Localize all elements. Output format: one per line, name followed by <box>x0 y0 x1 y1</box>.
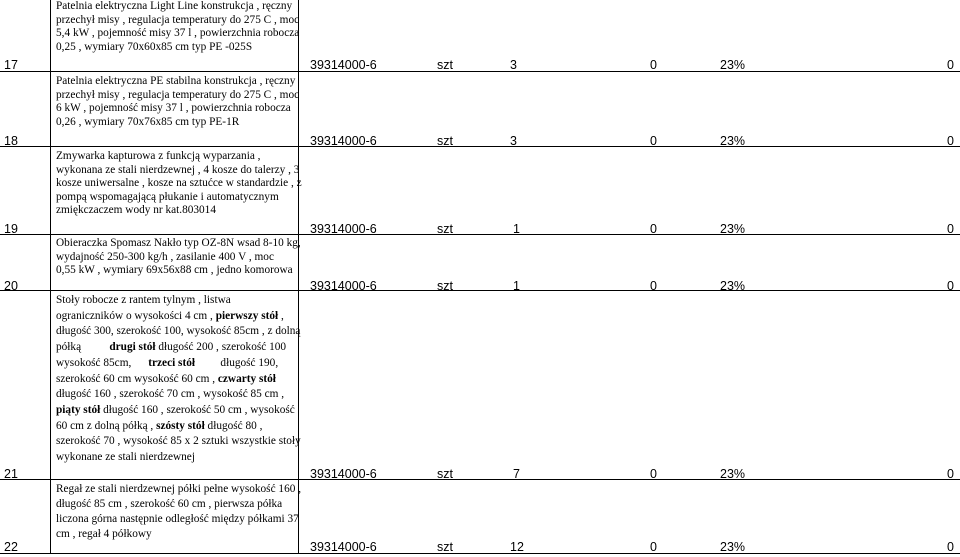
vat-rate: 23% <box>720 540 746 554</box>
column-divider <box>50 0 51 553</box>
vat-rate: 23% <box>720 279 746 293</box>
unit: szt <box>437 58 453 72</box>
cpv-code: 39314000-6 <box>310 222 377 236</box>
row-number: 18 <box>4 134 18 148</box>
quantity: 3 <box>510 134 517 148</box>
row-divider <box>0 234 960 235</box>
emphasis-text: piąty stół <box>56 403 101 416</box>
emphasis-text: czwarty stół <box>217 372 276 385</box>
unit: szt <box>437 222 453 236</box>
total-value: 0 <box>947 134 954 148</box>
unit-price: 0 <box>650 540 657 554</box>
cpv-code: 39314000-6 <box>310 467 377 481</box>
unit-price: 0 <box>650 222 657 236</box>
row-divider <box>0 71 960 72</box>
emphasis-text: pierwszy stół <box>215 309 279 322</box>
quantity: 3 <box>510 58 517 72</box>
unit-price: 0 <box>650 58 657 72</box>
vat-rate: 23% <box>720 134 746 148</box>
row-number: 22 <box>4 540 18 554</box>
total-value: 0 <box>947 540 954 554</box>
column-divider <box>298 0 299 553</box>
emphasis-text: drugi stół <box>109 341 156 354</box>
unit: szt <box>437 279 453 293</box>
emphasis-text: szósty stół <box>156 419 205 432</box>
emphasis-text: trzeci stół <box>148 356 195 369</box>
unit: szt <box>437 467 453 481</box>
cpv-code: 39314000-6 <box>310 540 377 554</box>
unit-price: 0 <box>650 134 657 148</box>
quantity: 1 <box>513 279 520 293</box>
item-description: Zmywarka kapturowa z funkcją wyparzania , wykonana ze stali nierdzewnej , 4 kosze do talerzy , 3 kosze uniwersalne , kosze na sztućce w standardzie , z pompą wspomagającą płukanie i automatycznym zmiękczaczem wody nr kat.803014 <box>56 150 302 217</box>
row-number: 19 <box>4 222 18 236</box>
row-divider <box>0 479 960 480</box>
row-divider <box>0 146 960 147</box>
item-description: Patelnia elektryczna Light Line konstrukcja , ręczny przechył misy , regulacja temperatury do 275 C , moc 5,4 kW , pojemność misy 37 l , powierzchnia robocza 0,25 , wymiary 70x60x85 cm typ PE -025S <box>56 0 300 53</box>
cpv-code: 39314000-6 <box>310 279 377 293</box>
unit-price: 0 <box>650 467 657 481</box>
unit: szt <box>437 540 453 554</box>
row-number: 17 <box>4 58 18 72</box>
unit-price: 0 <box>650 279 657 293</box>
total-value: 0 <box>947 222 954 236</box>
quantity: 12 <box>510 540 524 554</box>
total-value: 0 <box>947 279 954 293</box>
item-description: Regał ze stali nierdzewnej półki pełne wysokość 160 , długość 85 cm , szerokość 60 cm , pierwsza półka liczona górna następnie odległość między półkami 37 cm , regał 4 półkowy <box>56 483 302 540</box>
quantity: 1 <box>513 222 520 236</box>
vat-rate: 23% <box>720 222 746 236</box>
item-description: Stoły robocze z rantem tylnym , listwa ograniczników o wysokości 4 cm , pierwszy stół , długość 300, szerokość 100, wysokość 85cm , z dolną półką drugi stół długość 200 , szerokość 100 wysokość 85cm, trzeci stół długość 190, szerokość 60 cm wysokość 60 cm , czwarty stół długość 160 , szerokość 70 cm , wysokość 85 cm , piąty stół długość 160 , szerokość 50 cm , wysokość 60 cm z dolną półką , szósty stół długość 80 , szerokość 70 , wysokość 85 x 2 sztuki wszystkie stoły wykonane ze stali nierdzewnej <box>56 294 301 464</box>
row-divider <box>0 553 960 554</box>
row-number: 21 <box>4 467 18 481</box>
cpv-code: 39314000-6 <box>310 58 377 72</box>
cpv-code: 39314000-6 <box>310 134 377 148</box>
total-value: 0 <box>947 58 954 72</box>
item-description: Patelnia elektryczna PE stabilna konstrukcja , ręczny przechył misy , regulacja temperatury do 275 C , moc 6 kW , pojemność misy 37 l , powierzchnia robocza 0,26 , wymiary 70x76x85 cm typ PE-1R <box>56 75 300 128</box>
row-divider <box>0 290 960 291</box>
quantity: 7 <box>513 467 520 481</box>
unit: szt <box>437 134 453 148</box>
item-description: Obieraczka Spomasz Nakło typ OZ-8N wsad 8-10 kg, wydajność 250-300 kg/h , zasilanie 400 V , moc 0,55 kW , wymiary 69x56x88 cm , jedno komorowa <box>56 237 301 277</box>
vat-rate: 23% <box>720 467 746 481</box>
total-value: 0 <box>947 467 954 481</box>
vat-rate: 23% <box>720 58 746 72</box>
row-number: 20 <box>4 279 18 293</box>
